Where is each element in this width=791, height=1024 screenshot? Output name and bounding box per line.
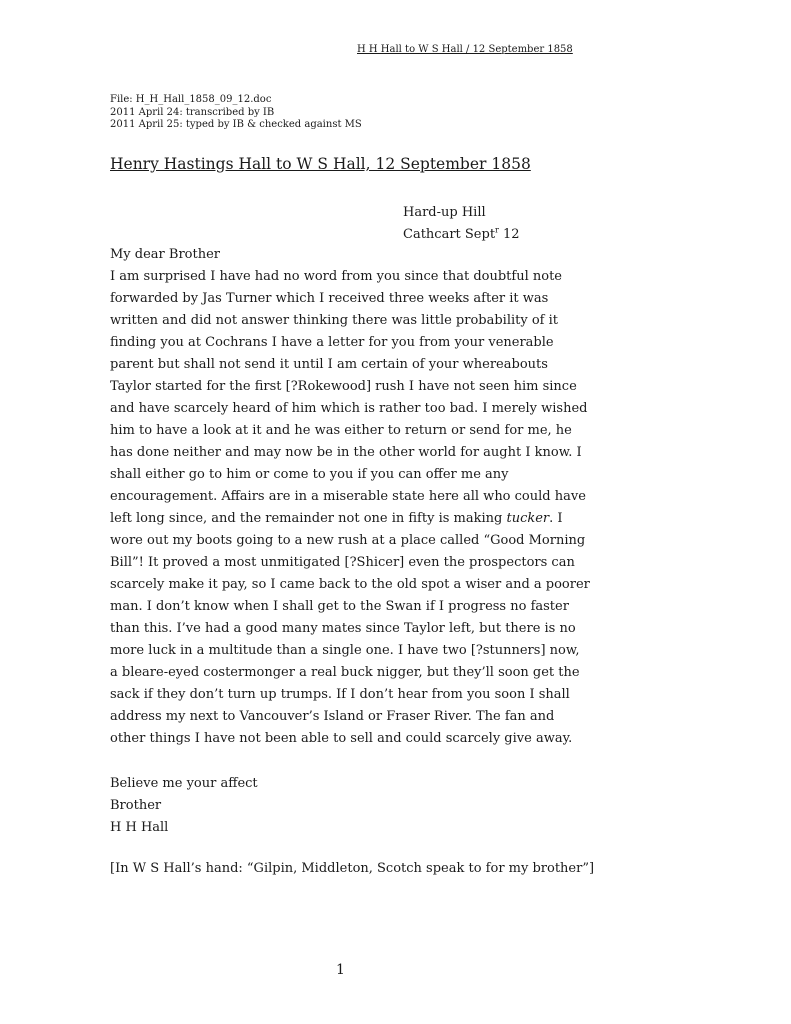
closing-line: Believe me your affect	[110, 776, 258, 791]
address-superscript: r	[495, 225, 499, 235]
document-title: Henry Hastings Hall to W S Hall, 12 September 1858	[110, 155, 531, 173]
body-line: address my next to Vancouver’s Island or Fraser River. The fan and	[110, 709, 555, 724]
address-line-1: Hard-up Hill	[403, 205, 486, 220]
file-metadata	[110, 94, 362, 132]
typing-note: 2011 April 25: typed by IB & checked against MS	[110, 119, 362, 130]
body-line: and have scarcely heard of him which is rather too bad. I merely wished	[110, 401, 588, 416]
closing-line: Brother	[110, 798, 162, 813]
body-line: encouragement. Affairs are in a miserable state here all who could have	[110, 489, 586, 504]
body-line: wore out my boots going to a new rush at a place called “Good Morning	[110, 533, 586, 548]
body-line: sack if they don’t turn up trumps. If I don’t hear from you soon I shall	[110, 687, 570, 702]
page-number: 1	[336, 962, 345, 978]
body-line: than this. I’ve had a good many mates since Taylor left, but there is no	[110, 621, 576, 636]
body-line: forwarded by Jas Turner which I received three weeks after it was	[110, 291, 549, 306]
body-line: written and did not answer thinking there was little probability of it	[110, 313, 559, 328]
body-line: shall either go to him or come to you if you can offer me any	[110, 467, 509, 482]
letter-body	[110, 244, 590, 750]
body-text-span: . I	[549, 511, 563, 526]
body-line: Bill”! It proved a most unmitigated [?Shicer] even the prospectors can	[110, 555, 575, 570]
body-line: other things I have not been able to sell and could scarcely give away.	[110, 731, 573, 746]
transcription-note: 2011 April 24: transcribed by IB	[110, 106, 275, 118]
running-header: H H Hall to W S Hall / 12 September 1858	[357, 44, 573, 55]
body-line: man. I don’t know when I shall get to the Swan if I progress no faster	[110, 599, 569, 614]
body-line: parent but shall not send it until I am certain of your whereabouts	[110, 357, 548, 372]
address-day: 12	[498, 227, 520, 242]
body-text-span: left long since, and the remainder not one in fifty is making	[110, 511, 507, 526]
italic-word: tucker	[506, 511, 550, 526]
salutation: My dear Brother	[110, 247, 220, 262]
body-line: more luck in a multitude than a single one. I have two [?stunners] now,	[110, 643, 580, 658]
address-line-2	[403, 224, 520, 246]
file-name: File: H_H_Hall_1858_09_12.doc	[110, 94, 272, 105]
editorial-annotation: [In W S Hall’s hand: “Gilpin, Middleton, Scotch speak to for my brother”]	[110, 861, 595, 876]
sender-address	[403, 202, 520, 246]
signature: H H Hall	[110, 820, 169, 835]
body-line: I am surprised I have had no word from you since that doubtful note	[110, 269, 562, 284]
body-line: has done neither and may now be in the other world for aught I know. I	[110, 445, 582, 460]
body-line: a bleare-eyed costermonger a real buck nigger, but they’ll soon get the	[110, 665, 580, 680]
body-line: him to have a look at it and he was either to return or send for me, he	[110, 423, 572, 438]
address-place: Cathcart Sept	[403, 227, 496, 242]
body-line	[110, 508, 580, 530]
body-line: finding you at Cochrans I have a letter for you from your venerable	[110, 335, 554, 350]
letter-closing	[110, 773, 258, 839]
body-line: scarcely make it pay, so I came back to the old spot a wiser and a poorer	[110, 577, 590, 592]
body-line: Taylor started for the first [?Rokewood] rush I have not seen him since	[110, 379, 577, 394]
